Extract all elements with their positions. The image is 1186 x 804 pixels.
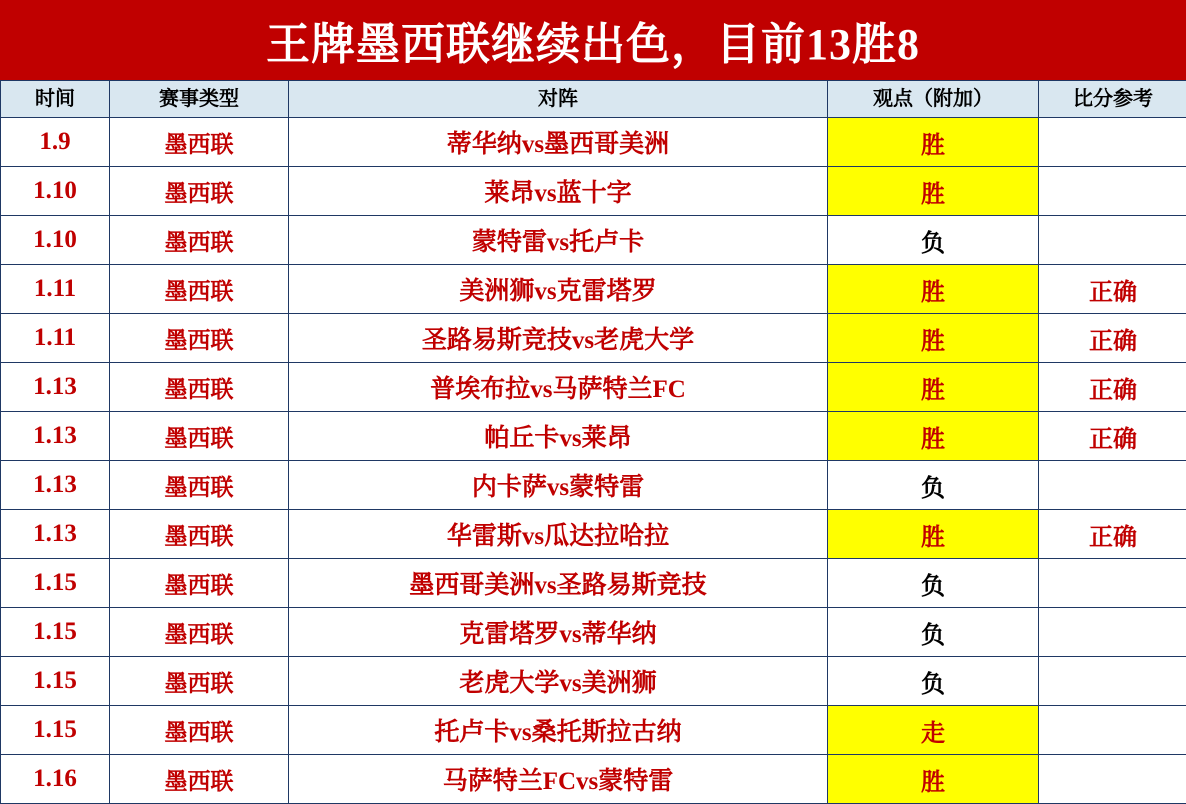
- table-row: [1, 608, 1186, 657]
- cell-time: 1.10: [1, 167, 110, 216]
- cell-match: 帕丘卡vs莱昂: [289, 412, 828, 461]
- cell-match: 马萨特兰FCvs蒙特雷: [289, 755, 828, 804]
- cell-score: 正确: [1039, 363, 1186, 412]
- table-row: [1, 559, 1186, 608]
- cell-view-highlighted: 胜: [828, 265, 1039, 314]
- cell-score: [1039, 167, 1186, 216]
- cell-view-highlighted: 胜: [828, 167, 1039, 216]
- cell-score: [1039, 608, 1186, 657]
- cell-time: 1.15: [1, 657, 110, 706]
- cell-view: 负: [828, 657, 1039, 706]
- cell-score: 正确: [1039, 265, 1186, 314]
- table-row: [1, 363, 1186, 412]
- cell-match: 华雷斯vs瓜达拉哈拉: [289, 510, 828, 559]
- cell-league: 墨西联: [110, 412, 289, 461]
- column-header-view: 观点（附加）: [828, 81, 1039, 118]
- page-title: 王牌墨西联继续出色，目前13胜8: [266, 8, 920, 72]
- cell-view-highlighted: 胜: [828, 314, 1039, 363]
- schedule-table: [0, 80, 1186, 804]
- cell-league: 墨西联: [110, 461, 289, 510]
- cell-time: 1.11: [1, 314, 110, 363]
- table-row: [1, 216, 1186, 265]
- cell-match: 老虎大学vs美洲狮: [289, 657, 828, 706]
- cell-view: 负: [828, 608, 1039, 657]
- table-row: [1, 461, 1186, 510]
- cell-league: 墨西联: [110, 755, 289, 804]
- table-row: [1, 657, 1186, 706]
- cell-view: 负: [828, 216, 1039, 265]
- cell-time: 1.15: [1, 706, 110, 755]
- cell-league: 墨西联: [110, 265, 289, 314]
- cell-match: 莱昂vs蓝十字: [289, 167, 828, 216]
- cell-time: 1.15: [1, 608, 110, 657]
- column-header-time: 时间: [1, 81, 110, 118]
- cell-league: 墨西联: [110, 510, 289, 559]
- cell-time: 1.15: [1, 559, 110, 608]
- cell-time: 1.13: [1, 363, 110, 412]
- cell-time: 1.16: [1, 755, 110, 804]
- cell-score: [1039, 559, 1186, 608]
- cell-view-highlighted: 胜: [828, 755, 1039, 804]
- cell-view-highlighted: 胜: [828, 412, 1039, 461]
- cell-match: 克雷塔罗vs蒂华纳: [289, 608, 828, 657]
- cell-match: 内卡萨vs蒙特雷: [289, 461, 828, 510]
- cell-league: 墨西联: [110, 314, 289, 363]
- cell-league: 墨西联: [110, 118, 289, 167]
- cell-match: 蒂华纳vs墨西哥美洲: [289, 118, 828, 167]
- cell-time: 1.11: [1, 265, 110, 314]
- cell-match: 墨西哥美洲vs圣路易斯竞技: [289, 559, 828, 608]
- cell-view-highlighted: 胜: [828, 118, 1039, 167]
- banner: [0, 0, 1186, 80]
- cell-match: 美洲狮vs克雷塔罗: [289, 265, 828, 314]
- cell-time: 1.10: [1, 216, 110, 265]
- cell-view-highlighted: 胜: [828, 363, 1039, 412]
- table-row: [1, 510, 1186, 559]
- cell-view-highlighted: 胜: [828, 510, 1039, 559]
- cell-match: 普埃布拉vs马萨特兰FC: [289, 363, 828, 412]
- table-header: [1, 81, 1186, 118]
- header-row: [1, 81, 1186, 118]
- cell-time: 1.9: [1, 118, 110, 167]
- cell-view: 负: [828, 461, 1039, 510]
- cell-score: [1039, 216, 1186, 265]
- cell-league: 墨西联: [110, 216, 289, 265]
- cell-view: 负: [828, 559, 1039, 608]
- table-row: [1, 167, 1186, 216]
- cell-score: [1039, 755, 1186, 804]
- column-header-score: 比分参考: [1039, 81, 1186, 118]
- cell-league: 墨西联: [110, 657, 289, 706]
- table-row: [1, 412, 1186, 461]
- cell-time: 1.13: [1, 461, 110, 510]
- table-row: [1, 118, 1186, 167]
- cell-league: 墨西联: [110, 559, 289, 608]
- column-header-league: 赛事类型: [110, 81, 289, 118]
- cell-time: 1.13: [1, 510, 110, 559]
- cell-league: 墨西联: [110, 167, 289, 216]
- cell-score: 正确: [1039, 510, 1186, 559]
- table-row: [1, 755, 1186, 804]
- cell-league: 墨西联: [110, 608, 289, 657]
- table-row: [1, 706, 1186, 755]
- table-row: [1, 265, 1186, 314]
- cell-score: 正确: [1039, 314, 1186, 363]
- cell-view-highlighted: 走: [828, 706, 1039, 755]
- cell-league: 墨西联: [110, 363, 289, 412]
- cell-score: 正确: [1039, 412, 1186, 461]
- cell-score: [1039, 461, 1186, 510]
- cell-time: 1.13: [1, 412, 110, 461]
- table-body: [1, 118, 1186, 804]
- cell-match: 托卢卡vs桑托斯拉古纳: [289, 706, 828, 755]
- cell-score: [1039, 706, 1186, 755]
- cell-match: 圣路易斯竞技vs老虎大学: [289, 314, 828, 363]
- cell-league: 墨西联: [110, 706, 289, 755]
- column-header-match: 对阵: [289, 81, 828, 118]
- table-row: [1, 314, 1186, 363]
- cell-match: 蒙特雷vs托卢卡: [289, 216, 828, 265]
- cell-score: [1039, 118, 1186, 167]
- cell-score: [1039, 657, 1186, 706]
